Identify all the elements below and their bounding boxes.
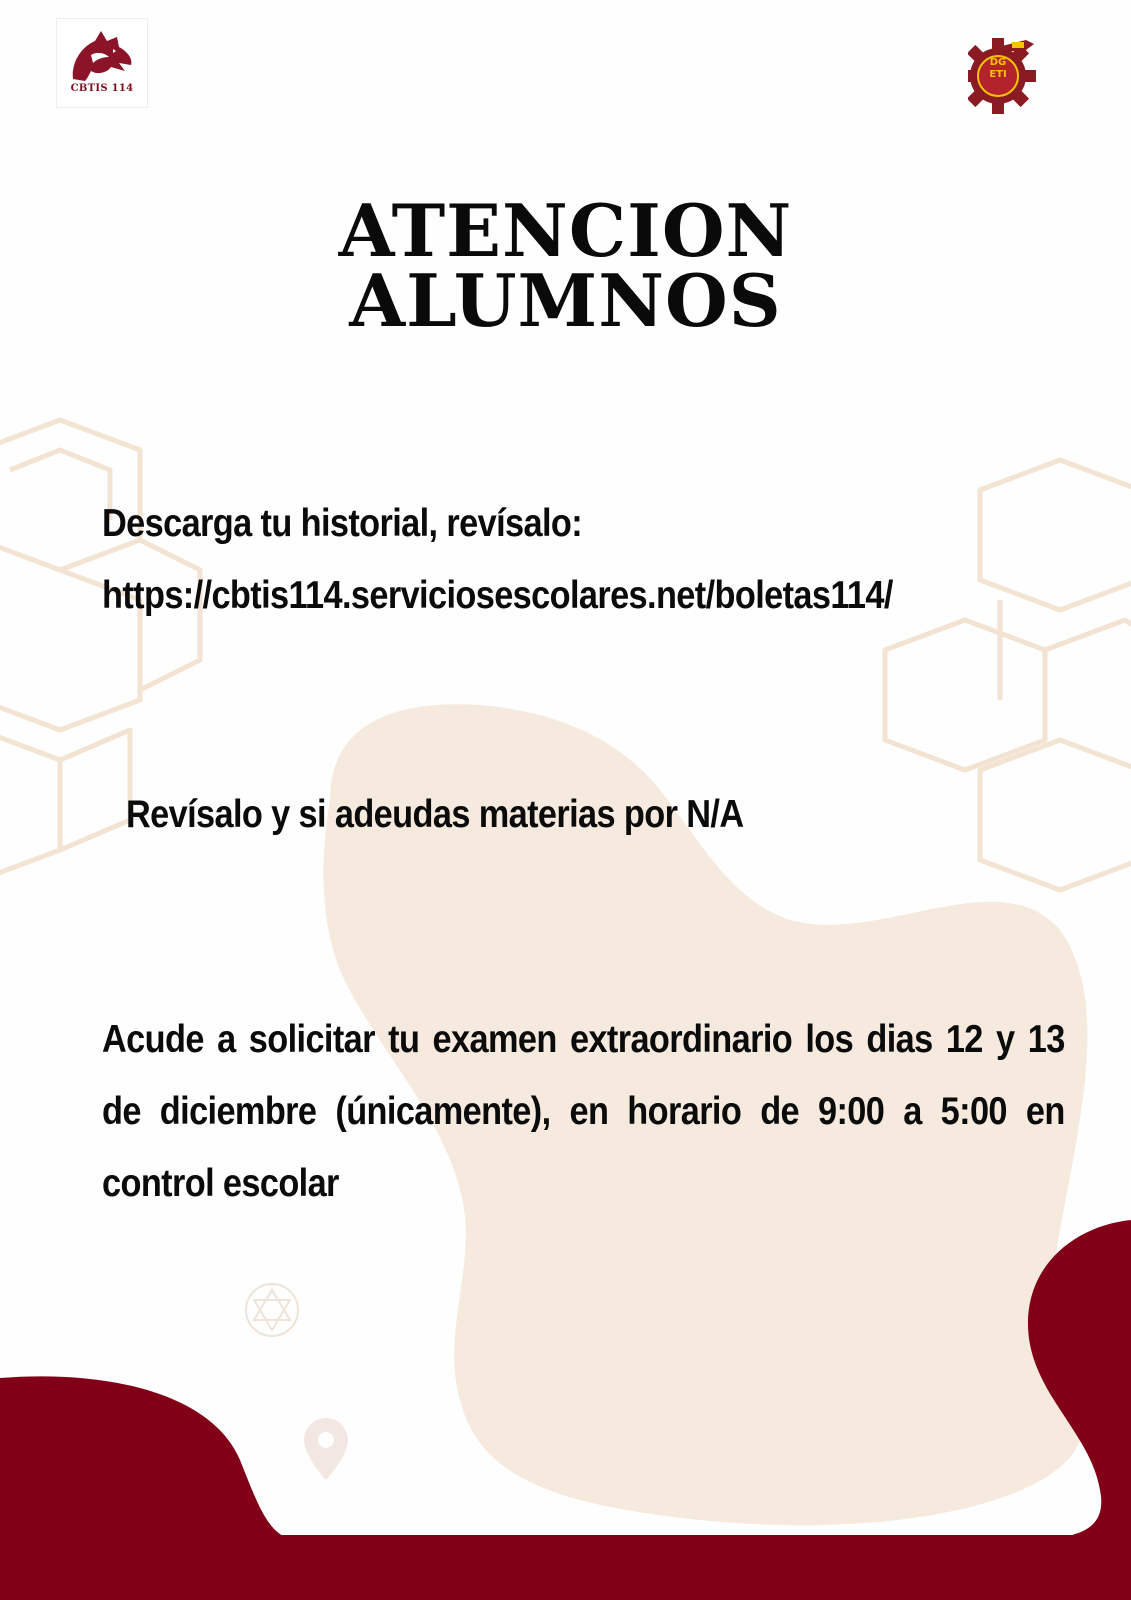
title-line-2: ALUMNOS <box>349 258 782 343</box>
title-line-1: ATENCION <box>338 188 793 273</box>
maroon-band <box>0 1535 1131 1600</box>
cbtis-logo-text: CBTIS 114 <box>70 83 134 94</box>
location-pin-icon <box>304 1418 348 1480</box>
wolf-icon <box>67 29 137 85</box>
boletas-url-link[interactable]: https://cbtis114.serviciosescolares.net/boletas114/ <box>102 574 893 617</box>
dgeti-logo-line1: DG <box>989 57 1007 68</box>
instructions-paragraph: Acude a solicitar tu examen extraordinario los dias 12 y 13 de diciembre (únicamente), en horario de 9:00 a 5:00 en control escolar <box>102 1018 1065 1205</box>
cbtis-logo <box>56 18 148 108</box>
dgeti-logo <box>968 36 1040 114</box>
dgeti-logo-line2: ETI <box>989 69 1007 80</box>
dgeti-logo-text <box>978 57 1018 81</box>
download-instruction: Descarga tu historial, revísalo: <box>102 502 583 545</box>
poster-title <box>0 188 1131 343</box>
download-paragraph <box>102 488 1061 632</box>
review-paragraph: Revísalo y si adeudas materias por N/A <box>126 793 744 836</box>
star-outline-icon <box>246 1284 298 1336</box>
